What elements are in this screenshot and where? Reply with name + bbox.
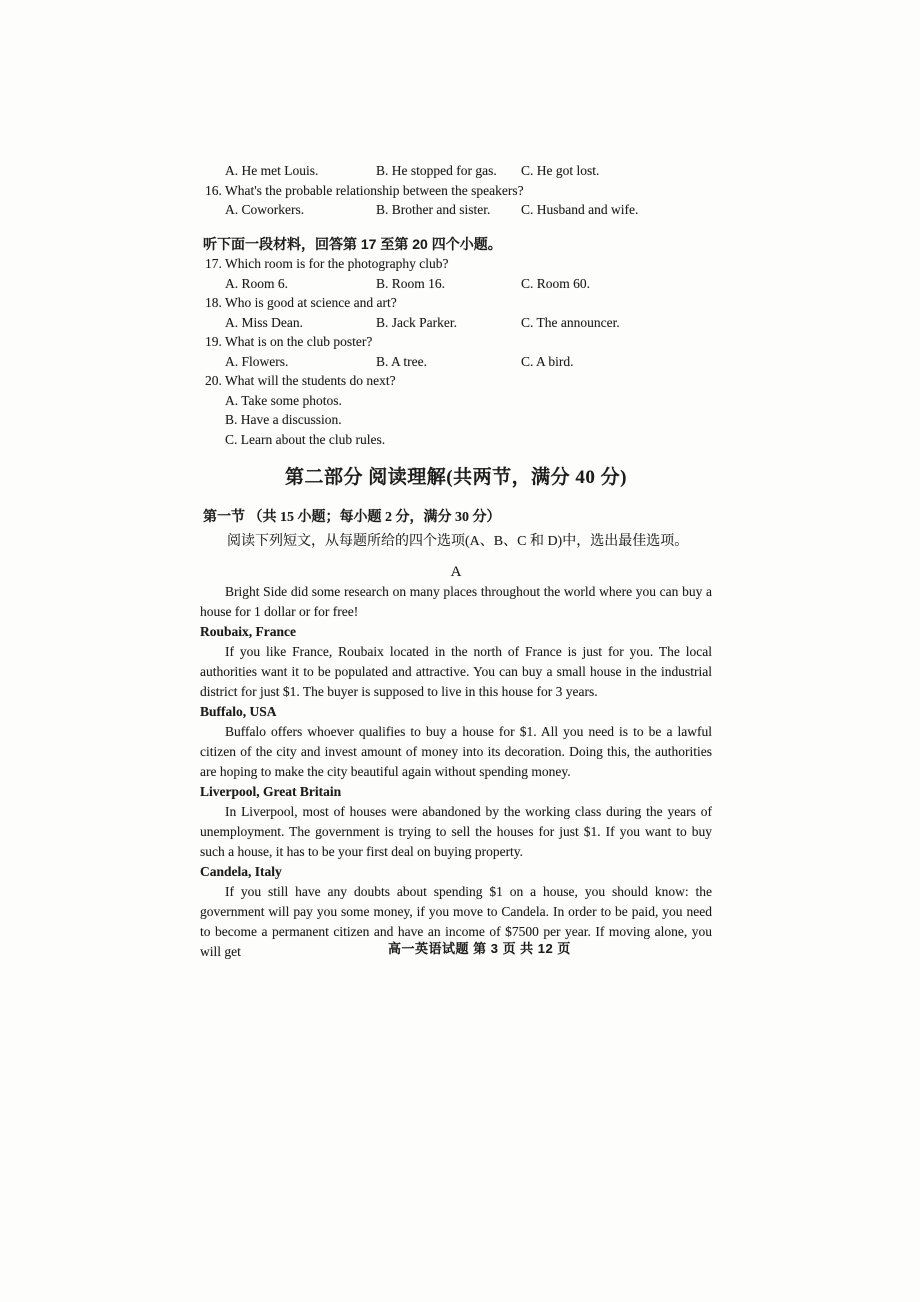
passage-intro-paragraph: Bright Side did some research on many places throughout the world where you can buy a house for 1 dollar or for free! bbox=[200, 584, 712, 619]
part2-subsection-line: 第一节 （共 15 小题；每小题 2 分，满分 30 分） bbox=[203, 510, 501, 525]
q20-option-b: B. Have a discussion. bbox=[225, 412, 342, 427]
q17-option-b: B. Room 16. bbox=[376, 275, 446, 291]
passage-heading-liverpool: Liverpool, Great Britain bbox=[200, 784, 342, 799]
q16-option-b: B. Brother and sister. bbox=[376, 202, 491, 217]
q17-option-a: A. Room 6. bbox=[225, 275, 289, 291]
q20-prompt: 20. What will the students do next? bbox=[205, 373, 396, 388]
passage-paragraph-candela: If you still have any doubts about spending $1 on a house, you should know: the government will pay you some money, if you move to Candela. In order to be paid, you need to become a permanent citizen and have an income of $7500 per year. If moving alone, you will get bbox=[200, 884, 712, 959]
q19-options-row bbox=[200, 352, 712, 372]
q18-option-a: A. Miss Dean. bbox=[225, 314, 303, 330]
passage-paragraph-liverpool: In Liverpool, most of houses were abandoned by the working class during the years of unemployment. The government is trying to sell the houses for just $1. If you want to buy such a house, it has to be your first deal on buying property. bbox=[200, 804, 712, 859]
q18-option-b: B. Jack Parker. bbox=[376, 314, 457, 330]
passage-heading-roubaix: Roubaix, France bbox=[200, 624, 296, 639]
q15-option-c: C. He got lost. bbox=[521, 163, 600, 178]
q18-prompt: 18. Who is good at science and art? bbox=[205, 295, 397, 310]
q15-option-a: A. He met Louis. bbox=[225, 163, 319, 178]
q20-option-a: A. Take some photos. bbox=[225, 392, 342, 408]
exam-content-column bbox=[200, 161, 712, 962]
q16-option-c: C. Husband and wife. bbox=[521, 202, 639, 217]
part2-section-heading: 第二部分 阅读理解(共两节，满分 40 分) bbox=[285, 467, 627, 488]
listening-material-note: 听下面一段材料，回答第 17 至第 20 四个小题。 bbox=[203, 235, 502, 252]
q20-option-c: C. Learn about the club rules. bbox=[225, 431, 386, 447]
q18-option-c: C. The announcer. bbox=[521, 314, 620, 330]
q18-options-row bbox=[200, 313, 712, 333]
passage-heading-candela: Candela, Italy bbox=[200, 864, 282, 879]
q19-prompt: 19. What is on the club poster? bbox=[205, 334, 373, 349]
q17-option-c: C. Room 60. bbox=[521, 275, 591, 291]
passage-a-label: A bbox=[450, 564, 462, 580]
part2-instructions: 阅读下列短文，从每题所给的四个选项(A、B、C 和 D)中，选出最佳选项。 bbox=[227, 534, 689, 549]
q17-options-row bbox=[200, 274, 712, 294]
passage-heading-buffalo: Buffalo, USA bbox=[200, 704, 277, 719]
q16-option-a: A. Coworkers. bbox=[225, 202, 305, 217]
q17-prompt: 17. Which room is for the photography club? bbox=[205, 256, 449, 271]
q15-option-b: B. He stopped for gas. bbox=[376, 163, 497, 178]
q19-option-c: C. A bird. bbox=[521, 353, 574, 369]
q20-options-stack bbox=[200, 391, 712, 450]
q19-option-a: A. Flowers. bbox=[225, 353, 289, 369]
q16-options-row bbox=[200, 200, 712, 220]
q19-option-b: B. A tree. bbox=[376, 353, 427, 369]
q16-prompt: 16. What's the probable relationship between the speakers? bbox=[205, 182, 524, 198]
passage-paragraph-roubaix: If you like France, Roubaix located in the north of France is just for you. The local authorities want it to be populated and attractive. You can buy a small house in the industrial district for just $1. The buyer is supposed to live in this house for 3 years. bbox=[200, 644, 712, 699]
q15-options-row bbox=[200, 161, 712, 181]
page-footer: 高一英语试题 第 3 页 共 12 页 bbox=[388, 941, 571, 956]
passage-paragraph-buffalo: Buffalo offers whoever qualifies to buy a house for $1. All you need is to be a lawful citizen of the city and invest amount of money into its decoration. Doing this, the authorities are hoping to make the city beautiful again without spending money. bbox=[200, 724, 712, 779]
